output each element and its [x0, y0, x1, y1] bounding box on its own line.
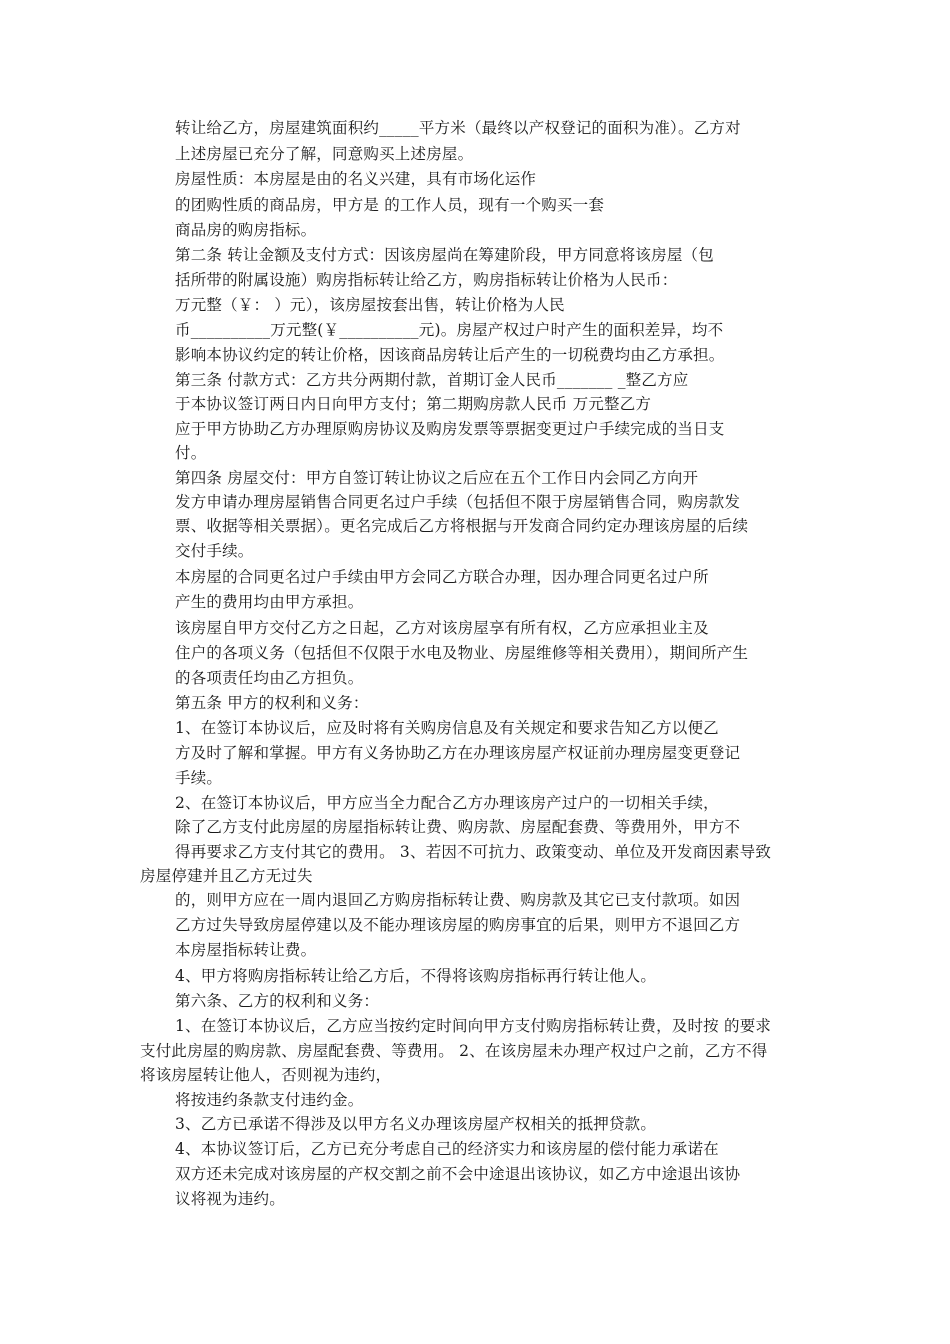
text-line: 房屋停建并且乙方无过失	[140, 867, 313, 885]
text-line: 1、在签订本协议后，乙方应当按约定时间向甲方支付购房指标转让费，及时按 的要求	[175, 1017, 772, 1035]
text-line: 本房屋的合同更名过户手续由甲方会同乙方联合办理，因办理合同更名过户所	[175, 568, 709, 586]
text-line: 房屋性质：本房屋是由的名义兴建，具有市场化运作	[175, 170, 537, 188]
text-line: 住户的各项义务（包括但不仅限于水电及物业、房屋维修等相关费用），期间所产生	[175, 644, 749, 662]
text-line: 本房屋指标转让费。	[175, 941, 317, 959]
text-line: 手续。	[175, 769, 223, 787]
text-line: 4、甲方将购房指标转让给乙方后，不得将该购房指标再行转让他人。	[175, 967, 657, 985]
text-line: 产生的费用均由甲方承担。	[175, 593, 364, 611]
text-line: 票、收据等相关票据）。更名完成后乙方将根据与开发商合同约定办理该房屋的后续	[175, 517, 749, 535]
text-line: 第三条 付款方式：乙方共分两期付款，首期订金人民币_______ _整乙方应	[175, 371, 689, 389]
text-line: 万元整（￥： ）元），该房屋按套出售，转让价格为人民	[175, 296, 565, 314]
text-line: 币__________万元整(￥__________元)。房屋产权过户时产生的面积差异，均不	[175, 321, 724, 339]
text-line: 发方申请办理房屋销售合同更名过户手续（包括但不限于房屋销售合同，购房款发	[175, 493, 741, 511]
text-line: 第六条、乙方的权利和义务：	[175, 992, 380, 1010]
text-line: 3、乙方已承诺不得涉及以甲方名义办理该房屋产权相关的抵押贷款。	[175, 1115, 657, 1133]
text-line: 第四条 房屋交付：甲方自签订转让协议之后应在五个工作日内会同乙方向开	[175, 469, 699, 487]
text-line: 议将视为违约。	[175, 1190, 285, 1208]
text-line: 第二条 转让金额及支付方式：因该房屋尚在筹建阶段，甲方同意将该房屋（包	[175, 246, 714, 264]
text-line: 除了乙方支付此房屋的房屋指标转让费、购房款、房屋配套费、等费用外，甲方不	[175, 818, 741, 836]
text-line: 商品房的购房指标。	[175, 221, 317, 239]
text-line: 付。	[175, 444, 207, 462]
text-line: 支付此房屋的购房款、房屋配套费、等费用。 2、在该房屋未办理产权过户之前，乙方不得	[140, 1042, 768, 1060]
text-line: 第五条 甲方的权利和义务：	[175, 694, 369, 712]
text-line: 的团购性质的商品房，甲方是 的工作人员，现有一个购买一套	[175, 196, 605, 214]
text-line: 双方还未完成对该房屋的产权交割之前不会中途退出该协议，如乙方中途退出该协	[175, 1165, 741, 1183]
text-line: 1、在签订本协议后，应及时将有关购房信息及有关规定和要求告知乙方以便乙	[175, 719, 719, 737]
text-line: 将该房屋转让他人，否则视为违约，	[140, 1066, 392, 1084]
text-line: 的各项责任均由乙方担负。	[175, 669, 364, 687]
text-line: 2、在签订本协议后，甲方应当全力配合乙方办理该房产过户的一切相关手续，	[175, 794, 719, 812]
text-line: 上述房屋已充分了解，同意购买上述房屋。	[175, 145, 474, 163]
text-line: 于本协议签订两日内日向甲方支付；第二期购房款人民币 万元整乙方	[175, 395, 652, 413]
text-line: 将按违约条款支付违约金。	[175, 1091, 364, 1109]
text-line: 乙方过失导致房屋停建以及不能办理该房屋的购房事宜的后果，则甲方不退回乙方	[175, 916, 741, 934]
text-line: 影响本协议约定的转让价格，因该商品房转让后产生的一切税费均由乙方承担。	[175, 346, 725, 364]
text-line: 的，则甲方应在一周内退回乙方购房指标转让费、购房款及其它已支付款项。如因	[175, 891, 741, 909]
text-line: 应于甲方协助乙方办理原购房协议及购房发票等票据变更过户手续完成的当日支	[175, 420, 725, 438]
text-line: 4、本协议签订后，乙方已充分考虑自己的经济实力和该房屋的偿付能力承诺在	[175, 1140, 719, 1158]
text-line: 转让给乙方，房屋建筑面积约_____平方米（最终以产权登记的面积为准）。乙方对	[175, 119, 741, 137]
text-line: 交付手续。	[175, 542, 254, 560]
text-line: 括所带的附属设施）购房指标转让给乙方，购房指标转让价格为人民币：	[175, 271, 678, 289]
text-line: 方及时了解和掌握。甲方有义务协助乙方在办理该房屋产权证前办理房屋变更登记	[175, 744, 741, 762]
text-line: 得再要求乙方支付其它的费用。 3、若因不可抗力、政策变动、单位及开发商因素导致	[175, 843, 772, 861]
text-line: 该房屋自甲方交付乙方之日起，乙方对该房屋享有所有权，乙方应承担业主及	[175, 619, 709, 637]
